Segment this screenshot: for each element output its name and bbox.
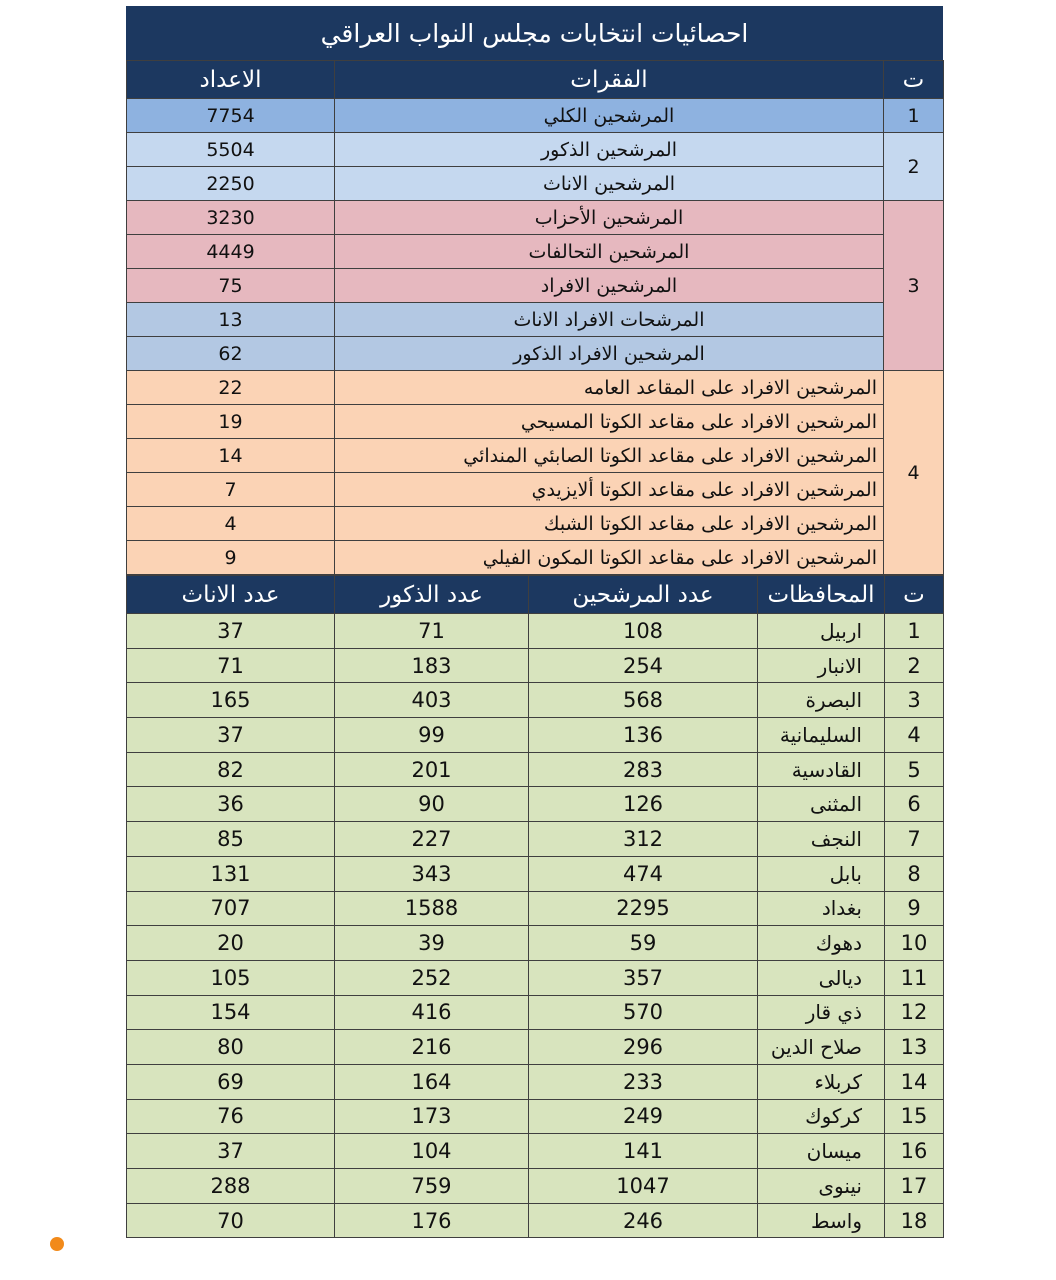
candidate-count: 136 — [529, 718, 758, 753]
summary-value: 14 — [127, 439, 335, 473]
candidate-count: 1047 — [529, 1169, 758, 1204]
summary-label: المرشحين الافراد على مقاعد الكوتا ألايزيدي — [335, 473, 884, 507]
summary-label: المرشحين الافراد الذكور — [335, 337, 884, 371]
table-row — [127, 507, 944, 541]
table-row — [127, 1064, 944, 1099]
governorates-table — [126, 575, 944, 1238]
female-count: 71 — [127, 648, 335, 683]
table-row — [127, 201, 944, 235]
table-row — [127, 1169, 944, 1204]
candidate-count: 254 — [529, 648, 758, 683]
summary-value: 13 — [127, 303, 335, 337]
summary-value: 3230 — [127, 201, 335, 235]
summary-label: المرشحين الافراد على مقاعد الكوتا المسيحي — [335, 405, 884, 439]
summary-label: المرشحين الكلي — [335, 99, 884, 133]
female-count: 20 — [127, 926, 335, 961]
row-number: 6 — [885, 787, 944, 822]
candidate-count: 126 — [529, 787, 758, 822]
candidate-count: 246 — [529, 1203, 758, 1238]
summary-label: المرشحين الافراد — [335, 269, 884, 303]
male-count: 90 — [335, 787, 529, 822]
summary-label: المرشحين الافراد على المقاعد العامه — [335, 371, 884, 405]
header-governorate: المحافظات — [758, 576, 885, 614]
governorate-name: اربيل — [758, 614, 885, 649]
summary-value: 7 — [127, 473, 335, 507]
summary-value: 19 — [127, 405, 335, 439]
table-row — [127, 439, 944, 473]
male-count: 99 — [335, 718, 529, 753]
governorate-name: واسط — [758, 1203, 885, 1238]
governorate-name: النجف — [758, 822, 885, 857]
header-candidates: عدد المرشحين — [529, 576, 758, 614]
summary-value: 7754 — [127, 99, 335, 133]
row-number: 11 — [885, 960, 944, 995]
governorate-name: السليمانية — [758, 718, 885, 753]
male-count: 759 — [335, 1169, 529, 1204]
male-count: 39 — [335, 926, 529, 961]
male-count: 164 — [335, 1064, 529, 1099]
male-count: 183 — [335, 648, 529, 683]
row-number: 12 — [885, 995, 944, 1030]
summary-value: 22 — [127, 371, 335, 405]
header-items: الفقرات — [335, 61, 884, 99]
table-row — [127, 960, 944, 995]
governorate-name: بابل — [758, 856, 885, 891]
candidate-count: 568 — [529, 683, 758, 718]
table-row — [127, 891, 944, 926]
governorate-name: القادسية — [758, 752, 885, 787]
table-row — [127, 269, 944, 303]
table-row — [127, 1030, 944, 1065]
female-count: 36 — [127, 787, 335, 822]
group-number: 2 — [884, 133, 944, 201]
header-females: عدد الاناث — [127, 576, 335, 614]
candidate-count: 59 — [529, 926, 758, 961]
male-count: 176 — [335, 1203, 529, 1238]
summary-label: المرشحين الافراد على مقاعد الكوتا الشبك — [335, 507, 884, 541]
male-count: 403 — [335, 683, 529, 718]
female-count: 76 — [127, 1099, 335, 1134]
summary-value: 62 — [127, 337, 335, 371]
row-number: 16 — [885, 1134, 944, 1169]
male-count: 173 — [335, 1099, 529, 1134]
male-count: 71 — [335, 614, 529, 649]
candidate-count: 233 — [529, 1064, 758, 1099]
candidate-count: 141 — [529, 1134, 758, 1169]
table-row — [127, 133, 944, 167]
male-count: 104 — [335, 1134, 529, 1169]
table-row — [127, 371, 944, 405]
governorate-name: ذي قار — [758, 995, 885, 1030]
summary-label: المرشحين الافراد على مقاعد الكوتا الصابئي المندائي — [335, 439, 884, 473]
female-count: 70 — [127, 1203, 335, 1238]
table-row — [127, 167, 944, 201]
male-count: 216 — [335, 1030, 529, 1065]
row-number: 18 — [885, 1203, 944, 1238]
table-row — [127, 822, 944, 857]
table-row — [127, 1134, 944, 1169]
governorate-name: كركوك — [758, 1099, 885, 1134]
governorate-name: كربلاء — [758, 1064, 885, 1099]
row-number: 13 — [885, 1030, 944, 1065]
governorate-name: بغداد — [758, 891, 885, 926]
male-count: 416 — [335, 995, 529, 1030]
female-count: 85 — [127, 822, 335, 857]
female-count: 707 — [127, 891, 335, 926]
header-seq: ت — [884, 61, 944, 99]
governorates-body — [127, 614, 944, 1238]
governorate-name: الانبار — [758, 648, 885, 683]
row-number: 4 — [885, 718, 944, 753]
female-count: 37 — [127, 718, 335, 753]
table-row — [127, 1099, 944, 1134]
orange-dot-logo-icon — [50, 1237, 64, 1251]
governorate-name: دهوك — [758, 926, 885, 961]
governorate-name: ديالى — [758, 960, 885, 995]
statistics-document — [126, 6, 943, 1238]
table-row — [127, 473, 944, 507]
row-number: 8 — [885, 856, 944, 891]
female-count: 37 — [127, 614, 335, 649]
summary-value: 9 — [127, 541, 335, 575]
candidate-count: 312 — [529, 822, 758, 857]
row-number: 1 — [885, 614, 944, 649]
group-number: 3 — [884, 201, 944, 371]
summary-label: المرشحين الاناث — [335, 167, 884, 201]
table-row — [127, 99, 944, 133]
group-number: 1 — [884, 99, 944, 133]
table-row — [127, 405, 944, 439]
row-number: 7 — [885, 822, 944, 857]
governorate-name: البصرة — [758, 683, 885, 718]
table-row — [127, 541, 944, 575]
summary-label: المرشحين التحالفات — [335, 235, 884, 269]
table-row — [127, 752, 944, 787]
row-number: 9 — [885, 891, 944, 926]
table-row — [127, 683, 944, 718]
governorate-name: صلاح الدين — [758, 1030, 885, 1065]
candidate-count: 249 — [529, 1099, 758, 1134]
summary-table — [126, 60, 944, 575]
female-count: 165 — [127, 683, 335, 718]
summary-value: 4 — [127, 507, 335, 541]
female-count: 69 — [127, 1064, 335, 1099]
summary-label: المرشحين الأحزاب — [335, 201, 884, 235]
governorate-name: ميسان — [758, 1134, 885, 1169]
table-row — [127, 337, 944, 371]
governorate-name: نينوى — [758, 1169, 885, 1204]
male-count: 343 — [335, 856, 529, 891]
male-count: 227 — [335, 822, 529, 857]
row-number: 5 — [885, 752, 944, 787]
header-males: عدد الذكور — [335, 576, 529, 614]
female-count: 131 — [127, 856, 335, 891]
candidate-count: 570 — [529, 995, 758, 1030]
table-row — [127, 235, 944, 269]
female-count: 80 — [127, 1030, 335, 1065]
table-row — [127, 648, 944, 683]
table-row — [127, 995, 944, 1030]
summary-header-row — [127, 61, 944, 99]
candidate-count: 474 — [529, 856, 758, 891]
header-numbers: الاعداد — [127, 61, 335, 99]
summary-value: 2250 — [127, 167, 335, 201]
summary-label: المرشحين الافراد على مقاعد الكوتا المكون الفيلي — [335, 541, 884, 575]
female-count: 37 — [127, 1134, 335, 1169]
governorates-header-row — [127, 576, 944, 614]
row-number: 3 — [885, 683, 944, 718]
female-count: 105 — [127, 960, 335, 995]
summary-value: 5504 — [127, 133, 335, 167]
header-seq: ت — [885, 576, 944, 614]
table-row — [127, 614, 944, 649]
female-count: 154 — [127, 995, 335, 1030]
row-number: 14 — [885, 1064, 944, 1099]
summary-label: المرشحات الافراد الاناث — [335, 303, 884, 337]
table-row — [127, 303, 944, 337]
male-count: 1588 — [335, 891, 529, 926]
candidate-count: 2295 — [529, 891, 758, 926]
table-row — [127, 926, 944, 961]
summary-label: المرشحين الذكور — [335, 133, 884, 167]
female-count: 82 — [127, 752, 335, 787]
table-row — [127, 1203, 944, 1238]
summary-value: 75 — [127, 269, 335, 303]
male-count: 201 — [335, 752, 529, 787]
row-number: 17 — [885, 1169, 944, 1204]
row-number: 2 — [885, 648, 944, 683]
group-number: 4 — [884, 371, 944, 575]
candidate-count: 357 — [529, 960, 758, 995]
governorate-name: المثنى — [758, 787, 885, 822]
male-count: 252 — [335, 960, 529, 995]
table-row — [127, 787, 944, 822]
row-number: 10 — [885, 926, 944, 961]
table-row — [127, 856, 944, 891]
table-row — [127, 718, 944, 753]
row-number: 15 — [885, 1099, 944, 1134]
candidate-count: 283 — [529, 752, 758, 787]
summary-value: 4449 — [127, 235, 335, 269]
candidate-count: 296 — [529, 1030, 758, 1065]
page-title: احصائيات انتخابات مجلس النواب العراقي — [126, 6, 943, 60]
female-count: 288 — [127, 1169, 335, 1204]
candidate-count: 108 — [529, 614, 758, 649]
